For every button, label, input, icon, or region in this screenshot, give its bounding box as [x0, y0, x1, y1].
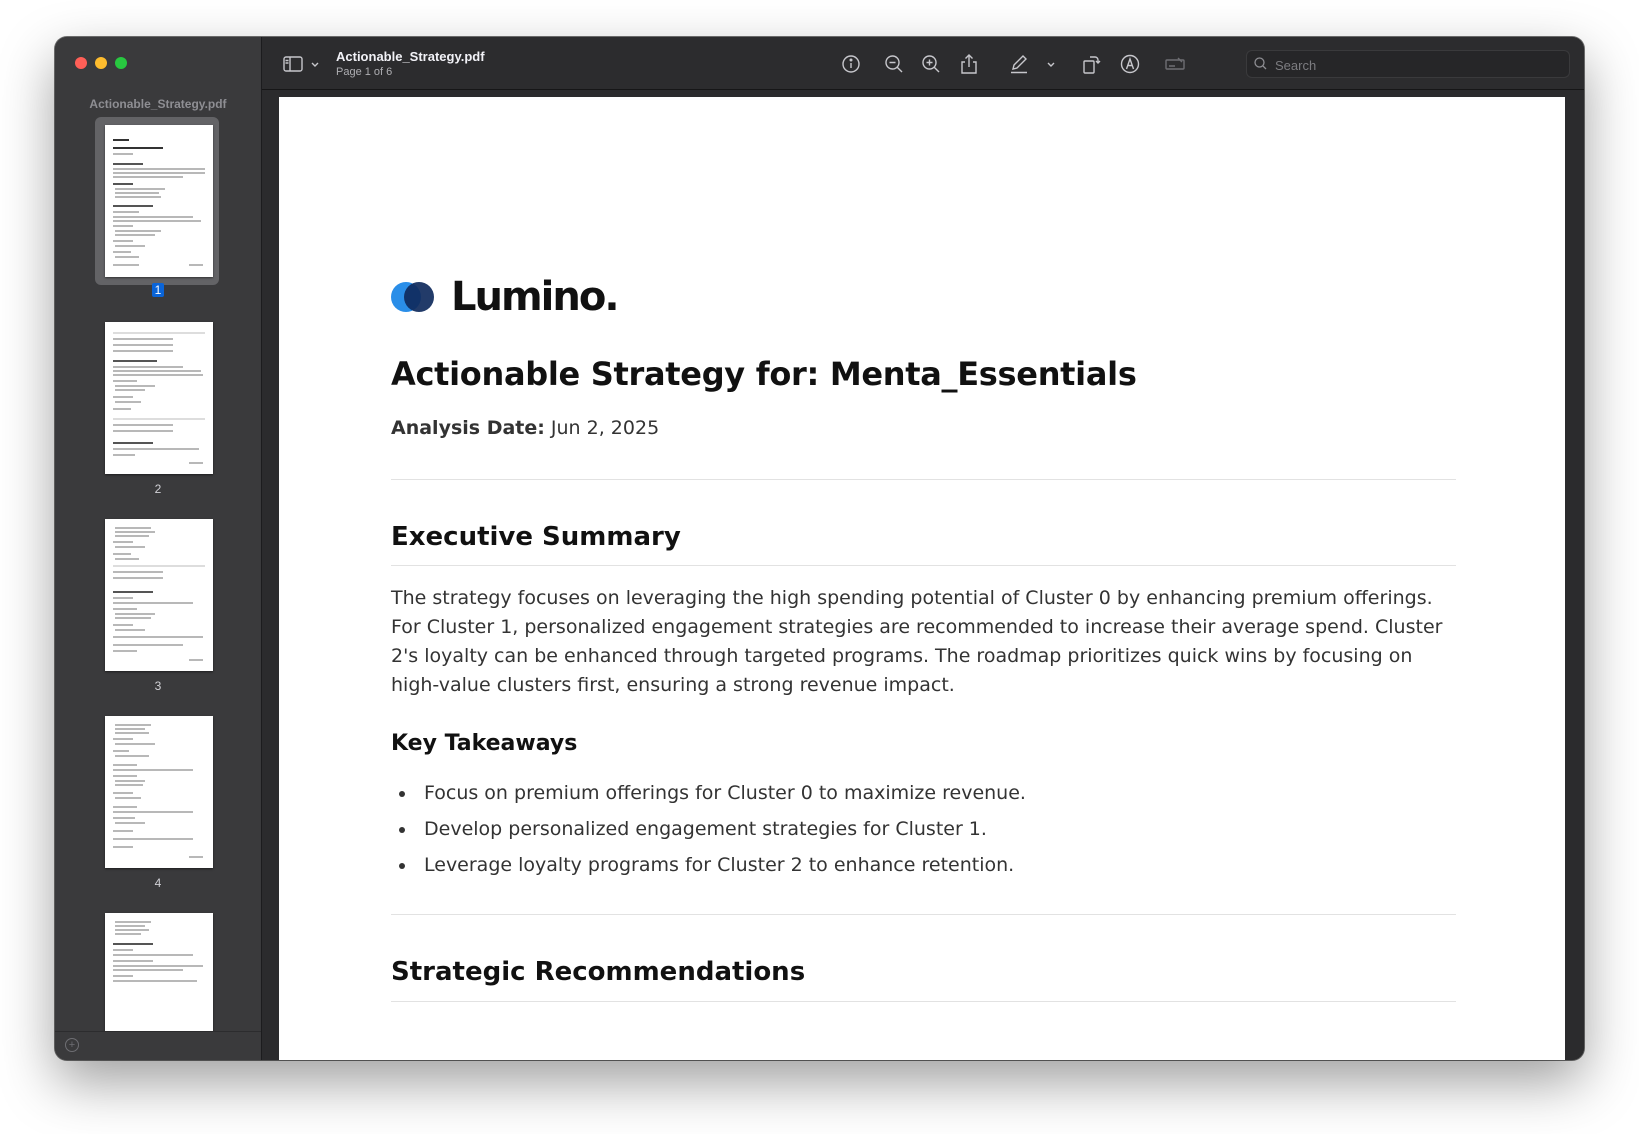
sidebar-toggle-icon[interactable] — [282, 53, 304, 75]
search-icon — [1253, 56, 1269, 72]
page-thumbnail-4[interactable] — [55, 716, 261, 922]
document-view[interactable] — [262, 90, 1584, 1060]
executive-summary-heading: Executive Summary — [391, 522, 681, 552]
company-logo — [391, 272, 618, 322]
thumbnail-page-preview — [105, 716, 213, 868]
thumbnail-sidebar — [55, 37, 262, 1060]
divider — [391, 565, 1456, 566]
window-controls — [75, 57, 127, 69]
share-icon[interactable] — [958, 53, 980, 75]
minimize-button[interactable] — [95, 57, 107, 69]
info-icon[interactable] — [840, 53, 862, 75]
annotate-icon[interactable] — [1119, 53, 1141, 75]
thumbnail-list[interactable] — [55, 117, 261, 1032]
sidebar-footer — [55, 1031, 261, 1060]
list-item: Develop personalized engagement strategies for Cluster 1. — [391, 815, 1026, 851]
page-thumbnail-1[interactable] — [55, 117, 261, 323]
close-button[interactable] — [75, 57, 87, 69]
page-thumbnail-2[interactable] — [55, 322, 261, 528]
executive-summary-body: The strategy focuses on leveraging the high spending potential of Cluster 0 by enhancing premium offerings. For Cluster 1, personalized engagement strategies are recommended to increase their average spend. Cluster 2's loyalty can be enhanced through targeted programs. The roadmap prioritizes quick wins by focusing on high-value clusters first, ensuring a strong revenue impact. — [391, 587, 1443, 696]
logo-mark-icon — [391, 282, 435, 312]
pdf-page — [279, 97, 1565, 1060]
key-takeaways-list — [391, 779, 1026, 887]
add-page-icon[interactable]: + — [65, 1038, 79, 1052]
zoom-button[interactable] — [115, 57, 127, 69]
form-fill-icon[interactable] — [1164, 53, 1186, 75]
divider — [391, 1001, 1456, 1002]
divider — [391, 479, 1456, 480]
thumbnail-page-preview — [105, 125, 213, 277]
document-title-heading: Actionable Strategy for: Menta_Essentials — [391, 355, 1137, 393]
page-indicator: Page 1 of 6 — [336, 66, 393, 78]
analysis-date-label: Analysis Date: — [391, 417, 545, 439]
key-takeaways-heading: Key Takeaways — [391, 731, 578, 756]
page-thumbnail-3[interactable] — [55, 519, 261, 725]
page-thumbnail-5[interactable] — [55, 913, 261, 1032]
thumbnail-page-preview — [105, 913, 213, 1032]
strategic-recommendations-heading: Strategic Recommendations — [391, 957, 806, 987]
analysis-date-value: Jun 2, 2025 — [550, 417, 660, 439]
search-input[interactable] — [1273, 54, 1557, 76]
chevron-down-icon[interactable] — [1040, 53, 1054, 75]
document-title: Actionable_Strategy.pdf — [336, 49, 485, 64]
zoom-in-icon[interactable] — [920, 53, 942, 75]
rotate-icon[interactable] — [1080, 53, 1102, 75]
thumbnail-page-preview — [105, 519, 213, 671]
search-field[interactable] — [1246, 50, 1570, 78]
divider — [391, 914, 1456, 915]
chevron-down-icon[interactable] — [304, 53, 318, 75]
analysis-date — [391, 417, 659, 439]
markup-pen-icon[interactable] — [1008, 53, 1030, 75]
zoom-out-icon[interactable] — [883, 53, 905, 75]
list-item: Focus on premium offerings for Cluster 0 to maximize revenue. — [391, 779, 1026, 815]
thumbnail-page-preview — [105, 322, 213, 474]
thumbnail-page-number: 4 — [154, 876, 162, 890]
toolbar — [262, 37, 1584, 90]
thumbnail-page-number: 2 — [154, 482, 162, 496]
sidebar-document-title: Actionable_Strategy.pdf — [89, 97, 227, 111]
preview-window — [55, 37, 1584, 1060]
logo-wordmark: Lumino. — [451, 274, 618, 320]
list-item: Leverage loyalty programs for Cluster 2 to enhance retention. — [391, 851, 1026, 887]
thumbnail-page-number: 3 — [154, 679, 162, 693]
thumbnail-page-number: 1 — [55, 283, 261, 297]
